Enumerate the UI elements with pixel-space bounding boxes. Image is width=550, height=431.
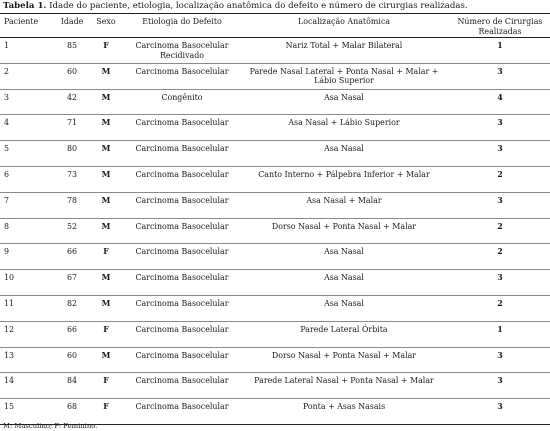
cell-etiologia: Carcinoma Basocelular Recidivado <box>126 38 238 64</box>
cell-etiologia: Carcinoma Basocelular <box>126 347 238 373</box>
cell-localizacao: Asa Nasal + Lábio Superior <box>238 115 450 141</box>
table-caption-label: Tabela 1. <box>3 1 47 11</box>
cell-sexo: M <box>86 141 126 167</box>
cell-etiologia: Carcinoma Basocelular <box>126 295 238 321</box>
cell-sexo: M <box>86 270 126 296</box>
cell-localizacao: Asa Nasal <box>238 141 450 167</box>
cell-cirurgias: 3 <box>450 270 550 296</box>
cell-localizacao: Nariz Total + Malar Bilateral <box>238 38 450 64</box>
table-caption-text: Idade do paciente, etiologia, localização anatômica do defeito e número de cirurgias realizadas. <box>46 1 468 11</box>
header-cirurgias: Número de Cirurgias Realizadas <box>450 14 550 38</box>
cell-cirurgias: 3 <box>450 399 550 425</box>
header-sexo: Sexo <box>86 14 126 38</box>
cell-paciente: 13 <box>0 347 58 373</box>
cell-sexo: M <box>86 166 126 192</box>
cell-etiologia: Carcinoma Basocelular <box>126 321 238 347</box>
cell-paciente: 5 <box>0 141 58 167</box>
cell-paciente: 2 <box>0 63 58 89</box>
cell-etiologia: Carcinoma Basocelular <box>126 373 238 399</box>
cell-idade: 67 <box>58 270 86 296</box>
table-row <box>0 321 550 347</box>
cell-sexo: F <box>86 373 126 399</box>
cell-paciente: 9 <box>0 244 58 270</box>
header-etiologia: Etiologia do Defeito <box>126 14 238 38</box>
cell-localizacao: Canto Interno + Pálpebra Inferior + Malar <box>238 166 450 192</box>
cell-cirurgias: 2 <box>450 166 550 192</box>
cell-etiologia: Carcinoma Basocelular <box>126 115 238 141</box>
cell-localizacao: Asa Nasal <box>238 270 450 296</box>
cell-localizacao: Parede Lateral Órbita <box>238 321 450 347</box>
cell-cirurgias: 1 <box>450 38 550 64</box>
cell-cirurgias: 3 <box>450 115 550 141</box>
cell-cirurgias: 1 <box>450 321 550 347</box>
header-localizacao: Localização Anatômica <box>238 14 450 38</box>
table-row <box>0 218 550 244</box>
cell-paciente: 6 <box>0 166 58 192</box>
cell-sexo: M <box>86 192 126 218</box>
cell-etiologia: Carcinoma Basocelular <box>126 63 238 89</box>
cell-etiologia: Carcinoma Basocelular <box>126 270 238 296</box>
cell-idade: 52 <box>58 218 86 244</box>
cell-idade: 85 <box>58 38 86 64</box>
cell-etiologia: Carcinoma Basocelular <box>126 166 238 192</box>
cell-cirurgias: 2 <box>450 295 550 321</box>
cell-paciente: 11 <box>0 295 58 321</box>
cell-idade: 60 <box>58 347 86 373</box>
table-body <box>0 38 550 425</box>
table-caption <box>3 1 468 12</box>
cell-cirurgias: 2 <box>450 244 550 270</box>
table-row <box>0 347 550 373</box>
table-row <box>0 89 550 115</box>
cell-paciente: 4 <box>0 115 58 141</box>
cell-idade: 60 <box>58 63 86 89</box>
cell-paciente: 7 <box>0 192 58 218</box>
cell-cirurgias: 4 <box>450 89 550 115</box>
cell-localizacao: Asa Nasal <box>238 89 450 115</box>
cell-etiologia: Carcinoma Basocelular <box>126 244 238 270</box>
cell-idade: 42 <box>58 89 86 115</box>
cell-sexo: F <box>86 321 126 347</box>
cell-idade: 78 <box>58 192 86 218</box>
cell-sexo: M <box>86 218 126 244</box>
cell-sexo: F <box>86 399 126 425</box>
table-footnote: M: Masculino; F: Feminino. <box>3 422 98 430</box>
cell-sexo: M <box>86 295 126 321</box>
table-row <box>0 270 550 296</box>
cell-sexo: M <box>86 115 126 141</box>
table-header-row <box>0 14 550 38</box>
cell-localizacao: Dorso Nasal + Ponta Nasal + Malar <box>238 347 450 373</box>
cell-sexo: M <box>86 89 126 115</box>
cell-idade: 84 <box>58 373 86 399</box>
header-paciente: Paciente <box>0 14 58 38</box>
cell-sexo: M <box>86 347 126 373</box>
cell-etiologia: Congênito <box>126 89 238 115</box>
cell-cirurgias: 3 <box>450 63 550 89</box>
table-row <box>0 295 550 321</box>
cell-localizacao: Asa Nasal <box>238 244 450 270</box>
cell-localizacao: Asa Nasal <box>238 295 450 321</box>
cell-cirurgias: 3 <box>450 373 550 399</box>
patients-table <box>0 13 550 425</box>
table-row <box>0 399 550 425</box>
cell-localizacao: Dorso Nasal + Ponta Nasal + Malar <box>238 218 450 244</box>
cell-localizacao: Asa Nasal + Malar <box>238 192 450 218</box>
table-row <box>0 166 550 192</box>
cell-idade: 71 <box>58 115 86 141</box>
table-row <box>0 192 550 218</box>
cell-paciente: 15 <box>0 399 58 425</box>
cell-idade: 66 <box>58 244 86 270</box>
cell-etiologia: Carcinoma Basocelular <box>126 218 238 244</box>
cell-localizacao: Parede Nasal Lateral + Ponta Nasal + Malar + Lábio Superior <box>238 63 450 89</box>
cell-idade: 82 <box>58 295 86 321</box>
cell-cirurgias: 2 <box>450 218 550 244</box>
cell-etiologia: Carcinoma Basocelular <box>126 192 238 218</box>
cell-etiologia: Carcinoma Basocelular <box>126 141 238 167</box>
cell-cirurgias: 3 <box>450 347 550 373</box>
table-row <box>0 244 550 270</box>
cell-localizacao: Ponta + Asas Nasais <box>238 399 450 425</box>
cell-paciente: 8 <box>0 218 58 244</box>
cell-paciente: 3 <box>0 89 58 115</box>
cell-idade: 68 <box>58 399 86 425</box>
cell-paciente: 14 <box>0 373 58 399</box>
cell-etiologia: Carcinoma Basocelular <box>126 399 238 425</box>
table-row <box>0 38 550 64</box>
cell-sexo: M <box>86 63 126 89</box>
cell-idade: 73 <box>58 166 86 192</box>
cell-sexo: F <box>86 38 126 64</box>
cell-paciente: 10 <box>0 270 58 296</box>
cell-sexo: F <box>86 244 126 270</box>
cell-localizacao: Parede Lateral Nasal + Ponta Nasal + Malar <box>238 373 450 399</box>
cell-paciente: 1 <box>0 38 58 64</box>
cell-paciente: 12 <box>0 321 58 347</box>
table-row <box>0 63 550 89</box>
cell-cirurgias: 3 <box>450 141 550 167</box>
cell-cirurgias: 3 <box>450 192 550 218</box>
table-row <box>0 115 550 141</box>
header-idade: Idade <box>58 14 86 38</box>
cell-idade: 66 <box>58 321 86 347</box>
table-row <box>0 141 550 167</box>
table-row <box>0 373 550 399</box>
cell-idade: 80 <box>58 141 86 167</box>
